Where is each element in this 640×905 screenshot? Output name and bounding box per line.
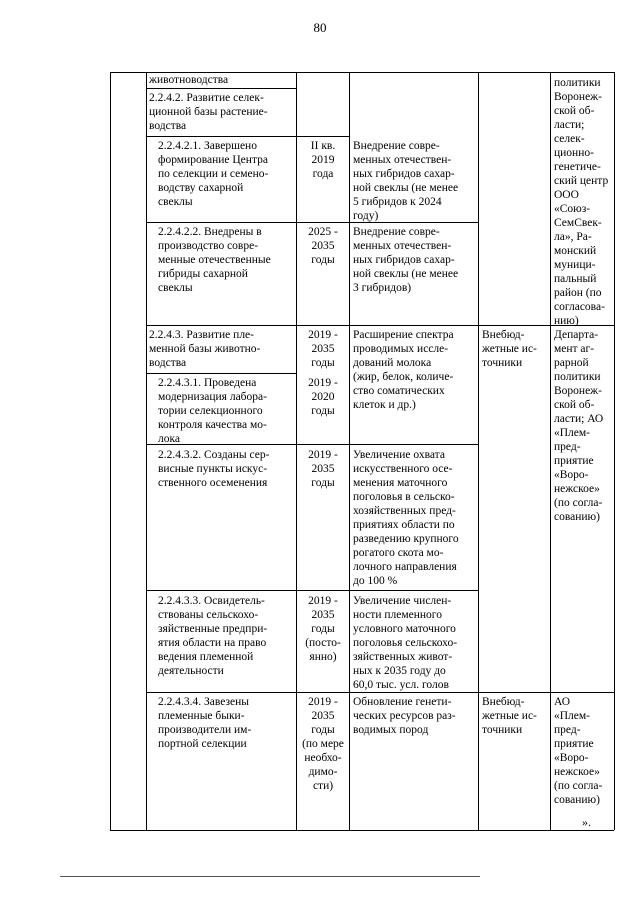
- cell-2-2-4-3-2-measure: 2.2.4.3.2. Созданы сер- висные пункты искус- ственного осеменения: [158, 449, 270, 489]
- cell-2-2-4-3-4-result: Обновление генети- ческих ресурсов раз- водимых пород: [353, 696, 456, 736]
- cell-2-2-4-3-title: 2.2.4.3. Развитие пле- менной базы животно- водства: [149, 329, 261, 369]
- cell-funding-bottom: Внебюд- жетные ис- точники: [482, 696, 537, 736]
- cell-2-2-4-2-2-result: Внедрение совре- менных отечествен- ных гибридов сахар- ной свеклы (не менее 3 гибридов): [353, 226, 459, 294]
- cell-2-2-4-2-1-result: Внедрение совре- менных отечествен- ных гибридов сахар- ной свеклы (не менее 5 гибридов к 2024 году): [353, 140, 459, 222]
- cell-2-2-4-3-term: 2019 - 2035 годы: [308, 329, 338, 369]
- cell-2-2-4-2-2-measure: 2.2.4.2.2. Внедрены в производство совре- менные отечественные гибриды сахарной свеклы: [158, 226, 271, 294]
- cell-2-2-4-3-3-measure: 2.2.4.3.3. Освидетель- ствованы сельскохо- зяйственные предпри- ятия области на право ведения племенной деятельности: [158, 595, 268, 677]
- cell-2-2-4-3-3-result: Увеличение числен- ности племенного условного маточного поголовья сельскохо- зяйственных живот- ных к 2035 году до 60,0 тыс. усл. голов: [353, 595, 458, 691]
- cell-2-2-4-3-1-term: 2019 - 2020 годы: [308, 377, 338, 417]
- cell-2-2-4-2-1-term: II кв. 2019 года: [310, 140, 336, 180]
- cell-2-2-4-3-result: Расширение спектра проводимых иссле- дований молока (жир, белок, количе- ство соматических клеток и др.): [353, 329, 454, 411]
- page-number: 80: [313, 20, 327, 35]
- cell-responsible-top: политики Воронеж- ской об- ласти; селек- ционно- генетиче- ский центр ООО «Союз- СемСвек- ла», Ра- монский муници- пальный район (по согласова- нию): [554, 77, 609, 327]
- cell-2-2-4-3-2-term: 2019 - 2035 годы: [308, 449, 338, 489]
- cell-funding-mid: Внебюд- жетные ис- точники: [482, 329, 537, 369]
- footer-rule: [60, 876, 480, 877]
- cell-responsible-mid: Департа- мент аг- рарной политики Воронеж- ской об- ласти; АО «Плем- пред- приятие «Воро- нежское» (по согла- сованию): [554, 329, 604, 523]
- cell-2-2-4-3-2-result: Увеличение охвата искусственного осе- менения маточного поголовья в сельско- хозяйственных пред- приятиях области по разведению крупного рогатого скота мо- лочного направления до 100 %: [353, 449, 459, 587]
- cell-livestock-continuation: животноводства: [149, 74, 229, 86]
- cell-2-2-4-3-4-measure: 2.2.4.3.4. Завезены племенные быки- производители им- портной селекции: [158, 696, 252, 750]
- cell-2-2-4-2-1-measure: 2.2.4.2.1. Завершено формирование Центра по селекции и семено- водству сахарной свеклы: [158, 140, 269, 208]
- cell-responsible-bottom: АО «Плем- пред- приятие «Воро- нежское» (по согла- сованию): [554, 696, 603, 806]
- closing-quote-mark: ».: [582, 815, 591, 829]
- cell-2-2-4-2-2-term: 2025 - 2035 годы: [308, 226, 338, 266]
- cell-2-2-4-3-1-measure: 2.2.4.3.1. Проведена модернизация лабора- тории селекционного контроля качества мо- лока: [158, 377, 267, 445]
- cell-2-2-4-3-3-term: 2019 - 2035 годы (посто- янно): [305, 595, 341, 663]
- cell-2-2-4-3-4-term: 2019 - 2035 годы (по мере необхо- димо- сти): [302, 696, 344, 792]
- cell-2-2-4-2-title: 2.2.4.2. Развитие селек- ционной базы растение- водства: [149, 92, 268, 132]
